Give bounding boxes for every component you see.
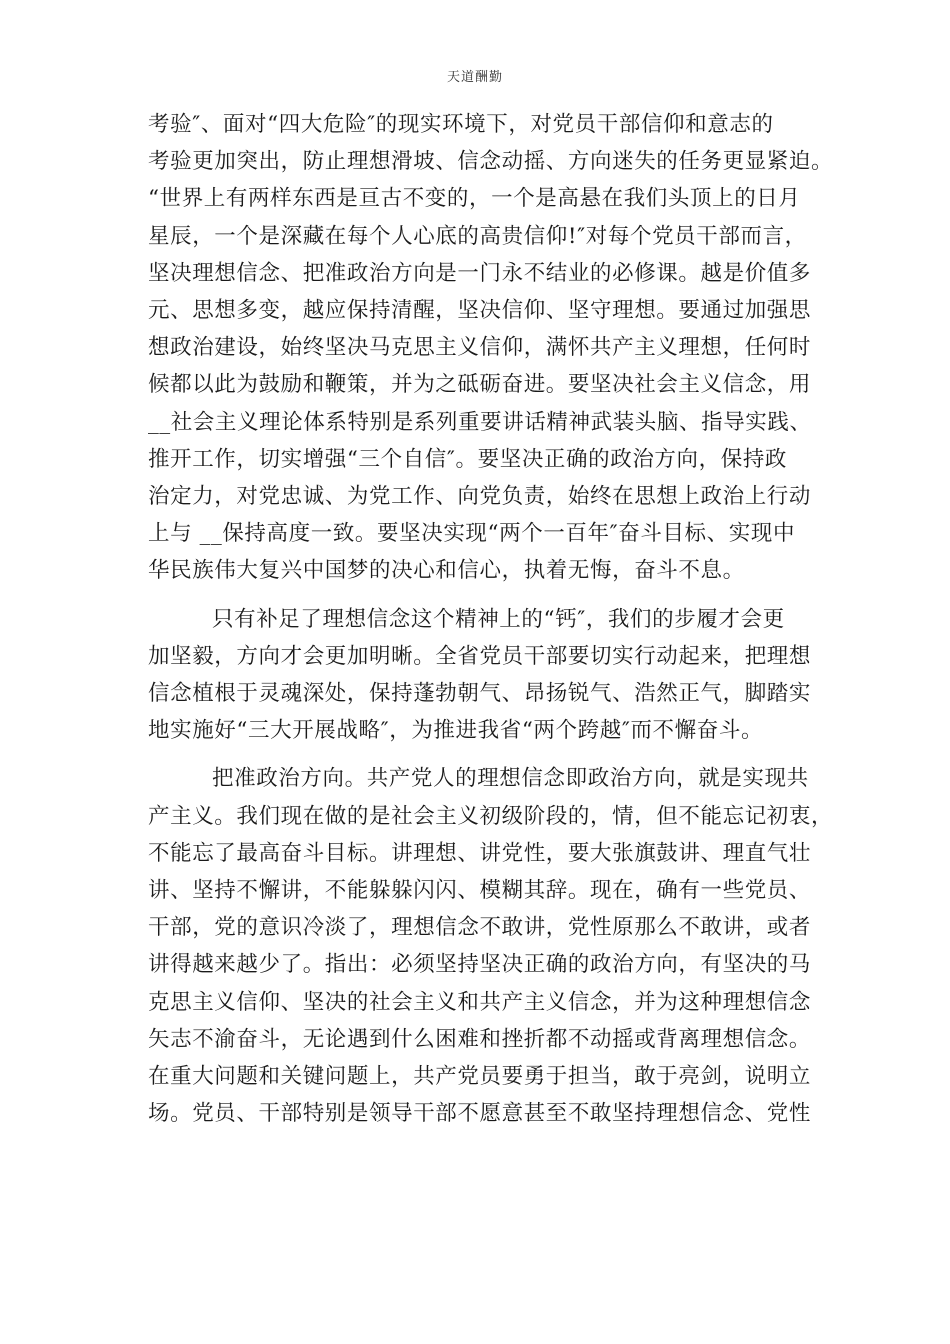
text-line: 克思主义信仰、坚决的社会主义和共产主义信念，并为这种理想信念	[148, 989, 812, 1015]
text-line: 矢志不渝奋斗，无论遇到什么困难和挫折都不动摇或背离理想信念。	[148, 1026, 812, 1052]
text-line: 考验更加突出，防止理想滑坡、信念动摇、方向迷失的任务更显紧迫。	[148, 149, 834, 175]
text-line: __社会主义理论体系特别是系列重要讲话精神武装头脑、指导实践、	[148, 409, 812, 435]
text-line: 坚决理想信念、把准政治方向是一门永不结业的必修课。越是价值多	[148, 260, 812, 286]
text-line: 加坚毅，方向才会更加明晰。全省党员干部要切实行动起来，把理想	[148, 643, 812, 669]
text-line: 讲、坚持不懈讲，不能躲躲闪闪、模糊其辞。现在，确有一些党员、	[148, 878, 812, 904]
text-line: 星辰，一个是深藏在每个人心底的高贵信仰!″对每个党员干部而言，	[148, 223, 807, 249]
text-line: 讲得越来越少了。指出：必须坚持坚决正确的政治方向，有坚决的马	[148, 952, 812, 978]
text-line: 治定力，对党忠诚、为党工作、向党负责，始终在思想上政治上行动	[148, 484, 812, 510]
text-line: 元、思想多变，越应保持清醒，坚决信仰、坚守理想。要通过加强思	[148, 298, 812, 324]
text-line: 推开工作，切实增强“三个自信″。要坚决正确的政治方向，保持政	[148, 446, 788, 472]
text-line: 考验″、面对“四大危险″的现实环境下，对党员干部信仰和意志的	[148, 112, 774, 137]
text-line: 场。党员、干部特别是领导干部不愿意甚至不敢坚持理想信念、党性	[148, 1101, 812, 1127]
text-line: 信念植根于灵魂深处，保持蓬勃朝气、昂扬锐气、浩然正气，脚踏实	[148, 681, 812, 707]
text-line: “世界上有两样东西是亘古不变的，一个是高悬在我们头顶上的日月	[148, 186, 801, 212]
text-line: 在重大问题和关键问题上，共产党员要勇于担当，敢于亮剑，说明立	[148, 1064, 812, 1090]
text-line: 只有补足了理想信念这个精神上的“钙″，我们的步履才会更	[212, 606, 785, 632]
text-line: 上与 __保持高度一致。要坚决实现“两个一百年″奋斗目标、实现中	[148, 521, 796, 547]
text-line: 不能忘了最高奋斗目标。讲理想、讲党性，要大张旗鼓讲、理直气壮	[148, 840, 812, 866]
paragraph-2	[148, 601, 812, 750]
text-line: 产主义。我们现在做的是社会主义初级阶段的，情，但不能忘记初衷，	[148, 803, 834, 829]
paragraph-3	[148, 760, 834, 1132]
paragraph-1	[148, 106, 834, 590]
text-line: 想政治建设，始终坚决马克思主义信仰，满怀共产主义理想，任何时	[148, 335, 812, 361]
text-line: 华民族伟大复兴中国梦的决心和信心，执着无悔，奋斗不息。	[148, 558, 745, 584]
text-line: 地实施好“三大开展战略″，为推进我省“两个跨越″而不懈奋斗。	[148, 718, 764, 744]
text-line: 候都以此为鼓励和鞭策，并为之砥砺奋进。要坚决社会主义信念，用	[148, 372, 812, 398]
document-body	[148, 106, 834, 1132]
page-header: 天道酬勤	[446, 70, 503, 85]
text-line: 把准政治方向。共产党人的理想信念即政治方向，就是实现共	[212, 766, 809, 792]
text-line: 干部，党的意识冷淡了，理想信念不敢讲，党性原那么不敢讲，或者	[148, 915, 812, 941]
